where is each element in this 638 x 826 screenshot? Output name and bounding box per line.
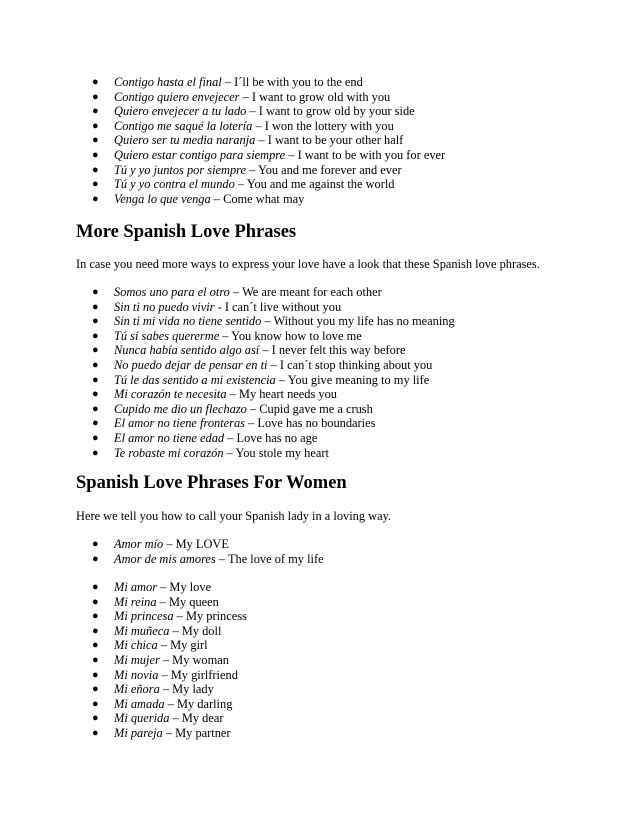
bullet-icon: ● <box>92 581 99 593</box>
intro-women-phrases: Here we tell you how to call your Spanish lady in a loving way. <box>76 509 392 523</box>
separator: – <box>285 147 298 162</box>
english-translation: Love has no boundaries <box>257 416 376 431</box>
list-item <box>0 300 638 315</box>
spanish-phrase: Mi reina <box>114 594 157 609</box>
bullet-icon: ● <box>92 119 99 132</box>
intro-more-phrases: In case you need more ways to express your love have a look that these Spanish love phrases. <box>76 257 540 271</box>
english-translation: My lady <box>172 682 214 697</box>
list-item <box>0 711 638 726</box>
bullet-icon: ● <box>92 610 99 623</box>
list-item <box>0 314 638 329</box>
separator: – <box>234 177 247 192</box>
separator: – <box>156 594 169 609</box>
english-translation: I won the lottery with you <box>264 118 394 133</box>
bullet-icon: ● <box>92 178 99 191</box>
english-translation: Come what may <box>223 191 305 206</box>
spanish-phrase: Amor mío <box>114 537 164 551</box>
separator: – <box>259 343 272 358</box>
english-translation: You know how to love me <box>231 328 362 343</box>
separator: – <box>157 638 171 653</box>
bullet-icon: ● <box>92 300 99 313</box>
spanish-phrase: No puedo dejar de pensar en ti <box>114 357 268 372</box>
spanish-phrase: Nunca había sentido algo así <box>114 343 260 358</box>
bullet-icon: ● <box>92 538 99 550</box>
english-translation: My woman <box>172 652 229 667</box>
english-translation: My heart needs you <box>238 387 337 402</box>
spanish-phrase: El amor no tiene edad <box>114 430 225 445</box>
bullet-icon: ● <box>92 595 99 608</box>
separator: – <box>221 75 235 89</box>
separator: - <box>214 299 225 314</box>
separator: – <box>252 118 265 133</box>
separator: – <box>159 652 173 667</box>
separator: – <box>229 285 243 299</box>
list-item <box>0 580 638 595</box>
separator: – <box>239 89 252 104</box>
english-translation: You and me forever and ever <box>257 162 402 177</box>
separator: – <box>223 445 236 460</box>
separator: – <box>173 609 186 624</box>
english-translation: Love has no age <box>236 430 318 445</box>
separator: – <box>162 725 176 740</box>
bullet-icon: ● <box>92 402 99 415</box>
spanish-phrase: Mi amada <box>114 696 165 711</box>
separator: – <box>215 551 228 566</box>
english-translation: I can´t stop thinking about you <box>279 357 433 372</box>
separator: – <box>169 711 182 726</box>
phrase-list-3a <box>0 537 638 566</box>
list-item <box>0 119 638 134</box>
separator: – <box>246 104 259 119</box>
spanish-phrase: Amor de mis amores <box>114 551 216 566</box>
english-translation: I never felt this way before <box>271 343 406 358</box>
english-translation: The love of my life <box>227 551 324 566</box>
english-translation: My darling <box>176 696 233 711</box>
separator: – <box>246 162 258 177</box>
phrase-list-3b <box>0 580 638 741</box>
list-item <box>0 446 638 461</box>
english-translation: Without you my life has no meaning <box>273 314 455 329</box>
english-translation: I want to be your other half <box>267 133 404 148</box>
separator: – <box>169 623 182 638</box>
separator: – <box>158 667 171 682</box>
list-item <box>0 387 638 402</box>
heading-more-spanish-love-phrases: More Spanish Love Phrases <box>76 222 297 242</box>
separator: – <box>226 387 239 402</box>
separator: – <box>163 537 176 551</box>
bullet-icon: ● <box>92 90 99 103</box>
list-item <box>0 537 638 552</box>
list-item <box>0 148 638 163</box>
phrase-list-1 <box>0 75 638 206</box>
english-translation: My princess <box>185 609 247 624</box>
english-translation: My queen <box>168 594 219 609</box>
list-item <box>0 358 638 373</box>
english-translation: You give meaning to my life <box>287 372 430 387</box>
spanish-phrase: Contigo hasta el final <box>114 75 222 89</box>
english-translation: I´ll be with you to the end <box>234 75 363 89</box>
separator: – <box>219 328 232 343</box>
bullet-icon: ● <box>92 624 99 637</box>
bullet-icon: ● <box>92 668 99 681</box>
list-item <box>0 329 638 344</box>
spanish-phrase: Contigo quiero envejecer <box>114 89 240 104</box>
spanish-phrase: Sin ti no puedo vivir <box>114 299 215 314</box>
english-translation: I can´t live without you <box>224 299 342 314</box>
bullet-icon: ● <box>92 431 99 444</box>
spanish-phrase: Quiero envejecer a tu lado <box>114 104 247 119</box>
spanish-phrase: Tú y yo juntos por siempre <box>114 162 247 177</box>
english-translation: You stole my heart <box>235 445 329 460</box>
english-translation: My girlfriend <box>170 667 238 682</box>
bullet-icon: ● <box>92 315 99 328</box>
list-item <box>0 402 638 417</box>
spanish-phrase: Tú le das sentido a mi existencia <box>114 372 276 387</box>
spanish-phrase: Mi princesa <box>114 609 174 624</box>
bullet-icon: ● <box>92 388 99 401</box>
list-item <box>0 373 638 388</box>
list-item <box>0 552 638 567</box>
english-translation: We are meant for each other <box>242 285 382 299</box>
list-item <box>0 343 638 358</box>
bullet-icon: ● <box>92 373 99 386</box>
list-item <box>0 668 638 683</box>
list-item <box>0 133 638 148</box>
english-translation: I want to grow old by your side <box>258 104 415 119</box>
list-item <box>0 653 638 668</box>
separator: – <box>164 696 177 711</box>
spanish-phrase: Mi novia <box>114 667 159 682</box>
bullet-icon: ● <box>92 683 99 696</box>
list-item <box>0 177 638 192</box>
separator: – <box>224 430 237 445</box>
spanish-phrase: Cupido me dio un flechazo <box>114 401 247 416</box>
list-item <box>0 192 638 207</box>
english-translation: I want to be with you for ever <box>297 147 446 162</box>
list-item <box>0 75 638 90</box>
list-item <box>0 697 638 712</box>
spanish-phrase: Mi querida <box>114 711 170 726</box>
spanish-phrase: El amor no tiene fronteras <box>114 416 246 431</box>
english-translation: You and me against the world <box>246 177 395 192</box>
list-item <box>0 285 638 300</box>
spanish-phrase: Mi amor <box>114 580 158 594</box>
english-translation: I want to grow old with you <box>251 89 391 104</box>
bullet-icon: ● <box>92 358 99 371</box>
separator: – <box>210 191 224 206</box>
bullet-icon: ● <box>92 344 99 357</box>
english-translation: My partner <box>175 725 231 740</box>
spanish-phrase: Mi muñeca <box>114 623 170 638</box>
spanish-phrase: Tú sí sabes quererme <box>114 328 220 343</box>
english-translation: Cupid gave me a crush <box>259 401 373 416</box>
list-item <box>0 90 638 105</box>
list-item <box>0 609 638 624</box>
separator: – <box>267 357 280 372</box>
bullet-icon: ● <box>92 653 99 666</box>
english-translation: My LOVE <box>175 537 229 551</box>
heading-spanish-love-phrases-for-women: Spanish Love Phrases For Women <box>76 473 347 493</box>
separator: – <box>255 133 268 148</box>
separator: – <box>157 580 170 594</box>
english-translation: My girl <box>170 638 208 653</box>
bullet-icon: ● <box>92 446 99 459</box>
bullet-icon: ● <box>92 163 99 176</box>
spanish-phrase: Quiero ser tu media naranja <box>114 133 256 148</box>
bullet-icon: ● <box>92 552 99 565</box>
separator: – <box>159 682 173 697</box>
spanish-phrase: Mi eñora <box>114 682 160 697</box>
spanish-phrase: Contigo me saqué la lotería <box>114 118 253 133</box>
list-item <box>0 431 638 446</box>
bullet-icon: ● <box>92 697 99 710</box>
list-item <box>0 163 638 178</box>
list-item <box>0 624 638 639</box>
spanish-phrase: Somos uno para el otro <box>114 285 230 299</box>
list-item <box>0 595 638 610</box>
bullet-icon: ● <box>92 417 99 430</box>
bullet-icon: ● <box>92 76 99 88</box>
list-item <box>0 416 638 431</box>
english-translation: My dear <box>181 711 224 726</box>
spanish-phrase: Venga lo que venga <box>114 191 211 206</box>
bullet-icon: ● <box>92 286 99 298</box>
spanish-phrase: Mi corazón te necesita <box>114 387 227 402</box>
list-item <box>0 104 638 119</box>
english-translation: My doll <box>181 623 222 638</box>
spanish-phrase: Quiero estar contigo para siempre <box>114 147 286 162</box>
spanish-phrase: Mi pareja <box>114 725 163 740</box>
separator: – <box>261 314 274 329</box>
spanish-phrase: Mi mujer <box>114 652 160 667</box>
list-item <box>0 682 638 697</box>
bullet-icon: ● <box>92 105 99 118</box>
spanish-phrase: Mi chica <box>114 638 158 653</box>
separator: – <box>275 372 288 387</box>
bullet-icon: ● <box>92 726 99 739</box>
bullet-icon: ● <box>92 329 99 342</box>
separator: – <box>246 401 260 416</box>
list-item <box>0 726 638 741</box>
bullet-icon: ● <box>92 712 99 725</box>
spanish-phrase: Tú y yo contra el mundo <box>114 177 235 192</box>
spanish-phrase: Te robaste mi corazón <box>114 445 224 460</box>
english-translation: My love <box>169 580 212 594</box>
phrase-list-2 <box>0 285 638 460</box>
spanish-phrase: Sin ti mi vida no tiene sentido <box>114 314 262 329</box>
bullet-icon: ● <box>92 134 99 147</box>
separator: – <box>245 416 258 431</box>
bullet-icon: ● <box>92 639 99 652</box>
bullet-icon: ● <box>92 148 99 161</box>
bullet-icon: ● <box>92 192 99 205</box>
list-item <box>0 638 638 653</box>
